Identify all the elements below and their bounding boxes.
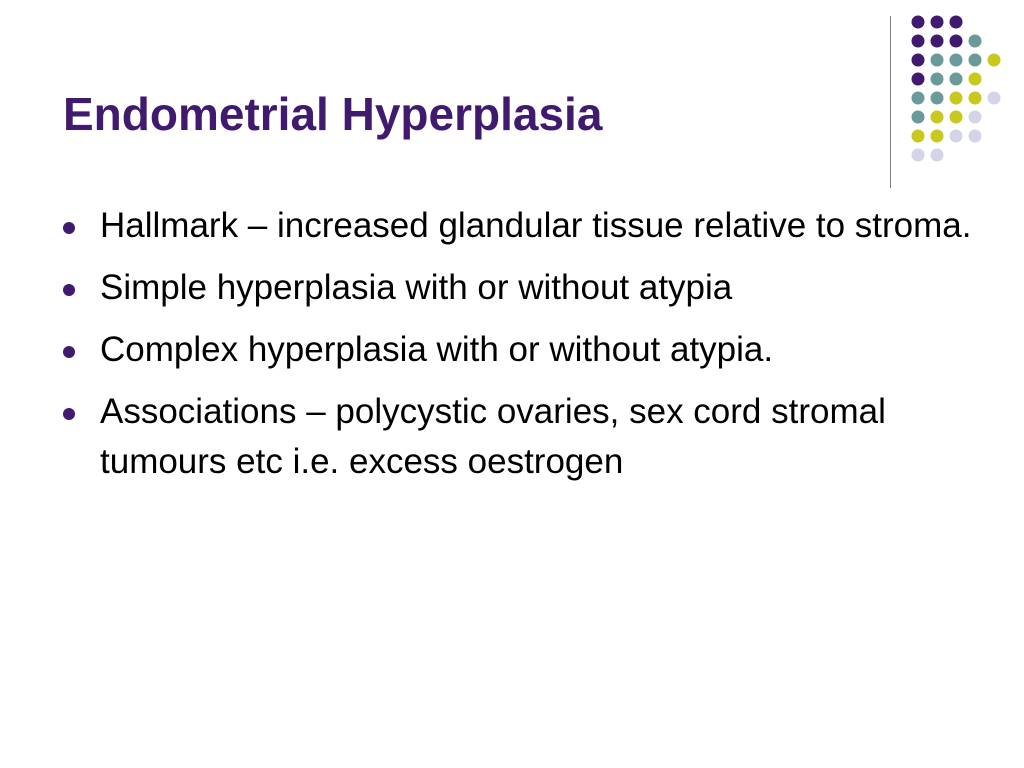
decorative-dot xyxy=(950,111,963,124)
decorative-dot xyxy=(912,92,925,105)
bullet-dot-icon xyxy=(63,346,75,358)
decorative-dot xyxy=(988,54,1001,67)
decorative-dot xyxy=(931,35,944,48)
decorative-dot xyxy=(950,35,963,48)
decorative-dot xyxy=(931,92,944,105)
bullet-text: Associations – polycystic ovaries, sex cord stromal tumours etc i.e. excess oestrogen xyxy=(100,392,886,481)
decorative-dot xyxy=(950,16,963,29)
bullet-item xyxy=(62,387,972,487)
decorative-dot xyxy=(931,111,944,124)
decorative-dot xyxy=(969,54,982,67)
decorative-dot xyxy=(912,130,925,143)
decorative-dot xyxy=(950,92,963,105)
bullet-dot-icon xyxy=(63,222,75,234)
decorative-dot xyxy=(969,92,982,105)
title-divider-line xyxy=(890,16,891,188)
decorative-dot xyxy=(950,73,963,86)
bullet-text: Simple hyperplasia with or without atypia xyxy=(100,268,733,307)
decorative-dot xyxy=(912,35,925,48)
bullet-item xyxy=(62,263,972,313)
bullet-text: Hallmark – increased glandular tissue relative to stroma. xyxy=(100,206,972,245)
decorative-dot xyxy=(988,92,1001,105)
bullet-list xyxy=(62,201,972,499)
slide-title: Endometrial Hyperplasia xyxy=(63,88,603,140)
bullet-dot-icon xyxy=(63,284,75,296)
decorative-dot xyxy=(969,73,982,86)
decorative-dot xyxy=(931,149,944,162)
decorative-dot xyxy=(912,149,925,162)
decorative-dot xyxy=(969,35,982,48)
bullet-dot-icon xyxy=(63,408,75,420)
bullet-text: Complex hyperplasia with or without atypia. xyxy=(100,330,774,369)
decorative-dot xyxy=(950,130,963,143)
decorative-dot xyxy=(912,16,925,29)
decorative-dot xyxy=(912,111,925,124)
decorative-dot xyxy=(969,111,982,124)
decorative-dot xyxy=(931,73,944,86)
decorative-dot xyxy=(912,54,925,67)
decorative-dot xyxy=(969,130,982,143)
decorative-dot xyxy=(931,54,944,67)
decorative-dot xyxy=(950,54,963,67)
bullet-item xyxy=(62,201,972,251)
decorative-dot xyxy=(931,16,944,29)
bullet-item xyxy=(62,325,972,375)
decorative-dot xyxy=(912,73,925,86)
decorative-dot xyxy=(931,130,944,143)
